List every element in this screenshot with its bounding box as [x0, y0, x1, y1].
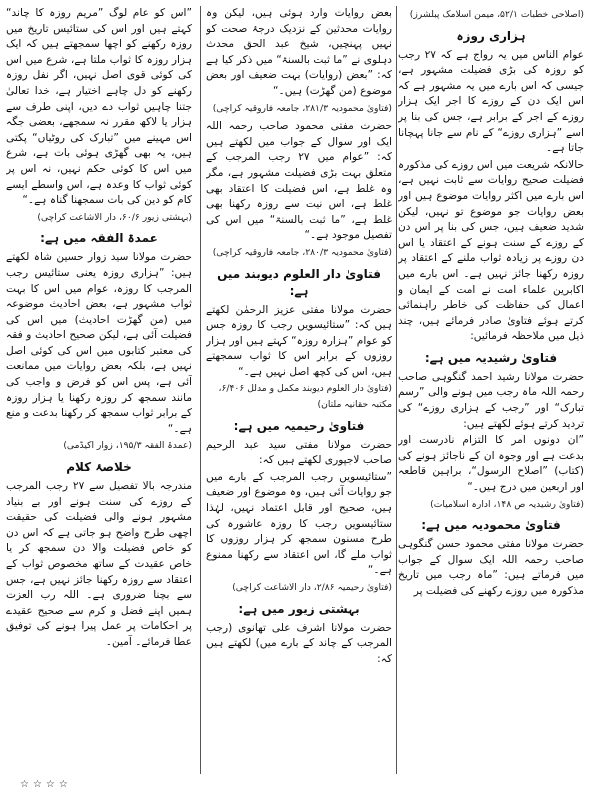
citation: (بہشتی زیور ۶۰/۶، دار الاشاعت کراچی) — [37, 211, 192, 223]
section-heading: عمدۃ الفقہ میں ہے: — [40, 231, 158, 246]
paragraph: مندرجہ بالا تفصیل سے ۲۷ رجب المرجب کے روزے کی سنت ہونے اور بے بنیاد مشہور ہونے والی فضیلت کی حقیقت اچھی طرح واضح ہو جاتی ہے کہ اس دن کو خاص فضیلت والا دن سمجھ کر یا خاص عقیدت کے ساتھ مخصوص ثواب کے اعتقاد سے روزہ رکھنا جائز نہیں ہے، جس سے بچنا ضروری ہے۔ اللہ رب العزت ہمیں اپنے فضل و کرم سے صحیح عقیدے پر احکامات پر عمل پیرا ہونے کی توفیق عطا فرمائے۔ آمین۔ — [6, 480, 192, 648]
paragraph: حضرت مفتی محمود صاحب رحمہ اللہ ایک اور سوال کے جواب میں لکھتے ہیں کہ: ”عوام میں ۲۷ رجب المرجب کے متعلق بہت بڑی فضیلت مشہور ہے، مگر وہ غلط ہے، اس فضیلت کا اعتقاد بھی غلط ہے، اس نیت سے روزہ رکھنا بھی غلط ہے، ”ما ثبت بالسنۃ“ میں اس کی تفصیل موجود ہے۔“ — [206, 120, 392, 242]
section-heading: فتاویٰ محمودیہ میں ہے: — [421, 518, 561, 533]
left-column — [6, 6, 192, 794]
paragraph: عوام الناس میں یہ رواج ہے کہ ۲۷ رجب کو روزہ کی بڑی فضیلت مشہور ہے، جیسی کہ اس بارے میں یہ مشہور ہے کہ اس ایک دن کے روزے کا اجر ایک ہزار روزے کے اجر کے برابر ہے، جس کی بنا پر اسے ”ہزاری روزے“ کے نام سے جانا پہچانا جاتا ہے۔ — [398, 48, 584, 155]
column-divider — [200, 6, 201, 774]
citation: (عمدۃ الفقہ ۱۹۵/۳، زوار اکیڈمی) — [63, 440, 192, 452]
citation: (فتاویٰ رحیمیہ ۲/۸۶، دار الاشاعت کراچی) — [232, 582, 392, 593]
citation: (اصلاحی خطبات ۵۲/۱، میمن اسلامک پبلشرز) — [409, 9, 584, 20]
citation: (فتاویٰ محمودیہ ۲۸۱/۳، جامعہ فاروقیہ کراچی) — [212, 102, 392, 114]
paragraph: ”اس کو عام لوگ ”مریم روزہ کا چاند“ کہتے ہیں اور اس کی ستائیس تاریخ میں روزہ رکھنے کو اچھا سمجھتے ہیں کہ ایک ہزار روزہ کا ثواب ملتا ہے، شرع میں اس کی کوئی قوی اصل نہیں، اگر نفل روزہ رکھنے کو دل چاہے اختیار ہے، خدا تعالیٰ جتنا چاہیں ثواب دے دیں، اپنی طرف سے ہزار یا لاکھ مقرر نہ سمجھے، بعضی جگہ اس مہینے میں ”تبارک کی روٹیاں“ پکتی ہیں، یہ بھی گھڑی ہوئی بات ہے، شرع میں اس کا کوئی حکم نہیں، نہ اس پر کوئی ثواب کا وعدہ ہے، اس واسطے ایسے کام کو دین کی بات سمجھنا گناہ ہے۔“ — [6, 7, 192, 207]
paragraph: بعض روایات وارد ہوئی ہیں، لیکن وہ روایات محدثین کے نزدیک درجۂ صحت کو نہیں پہنچیں، شیخ عبد الحق محدث دہلوی نے ”ما ثبت بالسنۃ“ میں ذکر کیا ہے کہ: ”بعض (روایات) بہت ضعیف اور بعض موضوع (من گھڑت) ہیں۔“ — [206, 7, 392, 97]
right-column — [398, 6, 584, 794]
paragraph: حضرت مولانا مفتی محمود حسن گنگوہی صاحب رحمہ اللہ ایک سوال کے جواب میں فرماتے ہیں: ”ماہ رجب میں تاریخ مذکورہ میں روزے رکھنے کی فضیلت پر — [398, 538, 584, 597]
paragraph: حالانکہ شریعت میں اس روزے کی مذکورہ فضیلت صحیح روایات سے ثابت نہیں ہے، اس بارے میں اکثر روایات موضوع ہیں اور بعض روایات جو موضوع تو نہیں، لیکن شدید ضعیف ہیں، جس کی بنا پر اس دن کے روزے کے سنت ہونے کے اعتقاد یا اس دن روزے پر زیادہ ثواب ملنے کے اعتقاد پر روزہ رکھنا جائز نہیں ہے۔ اس بارے میں اکابرین علماء امت نے امت کے ایمان و اعمال کی حفاظت کی خاطر راہنمائی کرتے ہوئے فتاویٰ صادر فرمائے ہیں، چند ذیل میں ملاحظہ فرمائیں: — [398, 158, 584, 343]
paragraph: ”ان دونوں امر کا التزام نادرست اور بدعت ہے اور وجوہ ان کے ناجائز ہونے کی (کتاب) ”اصلاح الرسول“، براہین قاطعہ اور اربعین میں درج ہیں۔“ — [398, 434, 584, 494]
paragraph: حضرت مولانا مفتی سید عبد الرحیم صاحب لاجپوری لکھتے ہیں کہ: — [206, 438, 392, 467]
paragraph: حضرت مولانا اشرف علی تھانوی (رجب المرجب کے چاند کے بارے میں) لکھتے ہیں کہ: — [206, 621, 392, 665]
citation: (فتاویٰ محمودیہ ۲۸۰/۳، جامعہ فاروقیہ کراچی) — [212, 246, 392, 258]
citation: (فتاویٰ دار العلوم دیوبند مکمل و مدلل ۶/۴۰۶، مکتبہ حقانیہ ملتان) — [218, 383, 392, 411]
section-heading: فتاویٰ رشیدیہ میں ہے: — [424, 350, 558, 365]
middle-column — [206, 6, 392, 794]
paragraph: حضرت مولانا سید زوار حسین شاہ لکھتے ہیں: ”ہزاری روزہ یعنی ستائیس رجب المرجب کا روزہ، عوام میں اس کا بہت ثواب مشہور ہے، بعض احادیث موضوعہ میں (من گھڑت احادیث) میں اس کی فضیلت آئی ہے، لیکن صحیح احادیث و فقہ کی معتبر کتابوں میں اس کی کوئی اصل نہیں ہے، بلکہ بعض روایات میں ممانعت آئی ہے، پس اس کو فرض و واجب کی مانند سمجھ کر روزہ رکھنا یا ہزار روزہ کے برابر ثواب سمجھ کر رکھنا بدعت و منع ہے۔“ — [6, 251, 192, 435]
paragraph: حضرت مولانا مفتی عزیز الرحمٰن لکھتے ہیں کہ: ”ستائیسویں رجب کا روزہ جس کو عوام ”ہزارہ روزہ“ کہتے ہیں اور ہزار روزوں کے برابر اس کا ثواب سمجھتے ہیں، اس کی کچھ اصل نہیں ہے۔“ — [206, 303, 392, 378]
section-heading: ہزاری روزہ — [456, 28, 526, 43]
paragraph: ”ستائیسویں رجب المرجب کے بارے میں جو روایات آئی ہیں، وہ موضوع اور ضعیف ہیں، صحیح اور قابل اعتماد نہیں، لہٰذا ستائیسویں رجب کا روزہ عاشورہ کی طرح مسنون سمجھ کر ہزار روزوں کا ثواب ملے گا، اس اعتقاد سے رکھنا ممنوع ہے۔“ — [206, 470, 392, 577]
citation: (فتاویٰ رشیدیہ ص ۱۴۸، ادارہ اسلامیات) — [430, 498, 584, 510]
paragraph: حضرت مولانا رشید احمد گنگوہی صاحب رحمہ اللہ ماہ رجب میں ہونے والی ”رسم تبارک“ اور ”رجب کے ہزاری روزے“ کی تردید کرتے ہوئے لکھتے ہیں: — [398, 370, 584, 430]
end-stars: ☆☆☆☆ — [20, 779, 72, 790]
section-heading: فتاویٰ دار العلوم دیوبند میں ہے: — [217, 266, 381, 298]
section-heading: بہشتی زیور میں ہے: — [238, 601, 360, 616]
section-heading: خلاصۂ کلام — [66, 460, 132, 475]
column-divider — [396, 6, 397, 774]
section-heading: فتاویٰ رحیمیہ میں ہے: — [233, 418, 365, 433]
